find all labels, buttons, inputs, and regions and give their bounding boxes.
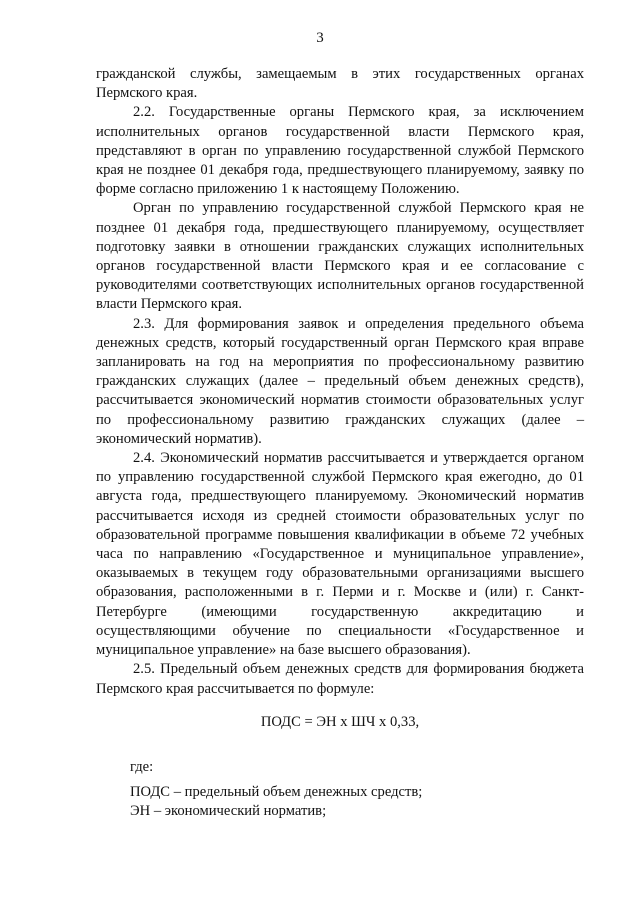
definition-pods: ПОДС – предельный объем денежных средств; [130,784,423,801]
paragraph-continuation: гражданской службы, замещаемым в этих государственных органах Пермского края. [96,66,584,102]
definition-en: ЭН – экономический норматив; [130,803,327,820]
where-label: где: [130,758,154,775]
paragraph-2-2-organ: Орган по управлению государственной службой Пермского края не позднее 01 декабря года, предшествующего планируемому, осуществляет подготовку заявки в отношении гражданских служащих исполнительных органов государственной власти Пермского края и ее согласование с руководителями соответствующих исполнительных органов государственной власти Пермского края. [96,200,584,313]
paragraph-2-2: 2.2. Государственные органы Пермского края, за исключением исполнительных органов государственной власти Пермского края, представляют в орган по управлению государственной службой Пермского края не позднее 01 декабря года, предшествующего планируемому, заявку по форме согласно приложению 1 к настоящему Положению. [96,104,584,198]
formula: ПОДС = ЭН х ШЧ х 0,33, [260,713,420,730]
document-body [96,65,584,822]
page-number: 3 [316,30,324,46]
paragraph-2-5: 2.5. Предельный объем денежных средств для формирования бюджета Пермского края рассчитывается по формуле: [96,661,584,697]
paragraph-2-3: 2.3. Для формирования заявок и определения предельного объема денежных средств, который государственный орган Пермского края вправе запланировать на год на мероприятия по профессиональному развитию гражданских служащих (далее – предельный объем денежных средств), рассчитывается экономический норматив стоимости образовательных услуг по профессиональному развитию гражданских служащих (далее – экономический норматив). [96,315,584,447]
paragraph-2-4: 2.4. Экономический норматив рассчитывается и утверждается органом по управлению государственной службой Пермского края ежегодно, до 01 августа года, предшествующего планируемому. Экономический норматив рассчитывается исходя из средней стоимости образовательных услуг по образовательной программе повышения квалификации в объеме 72 учебных часа по направлению «Государственное и муниципальное управление», оказываемых в текущем году образовательными организациями высшего образования, расположенными в г. Перми и г. Москве и (или) г. Санкт-Петербурге (имеющими государственную аккредитацию и осуществляющими обучение по специальности «Государственное и муниципальное управление» на базе высшего образования). [96,450,584,659]
